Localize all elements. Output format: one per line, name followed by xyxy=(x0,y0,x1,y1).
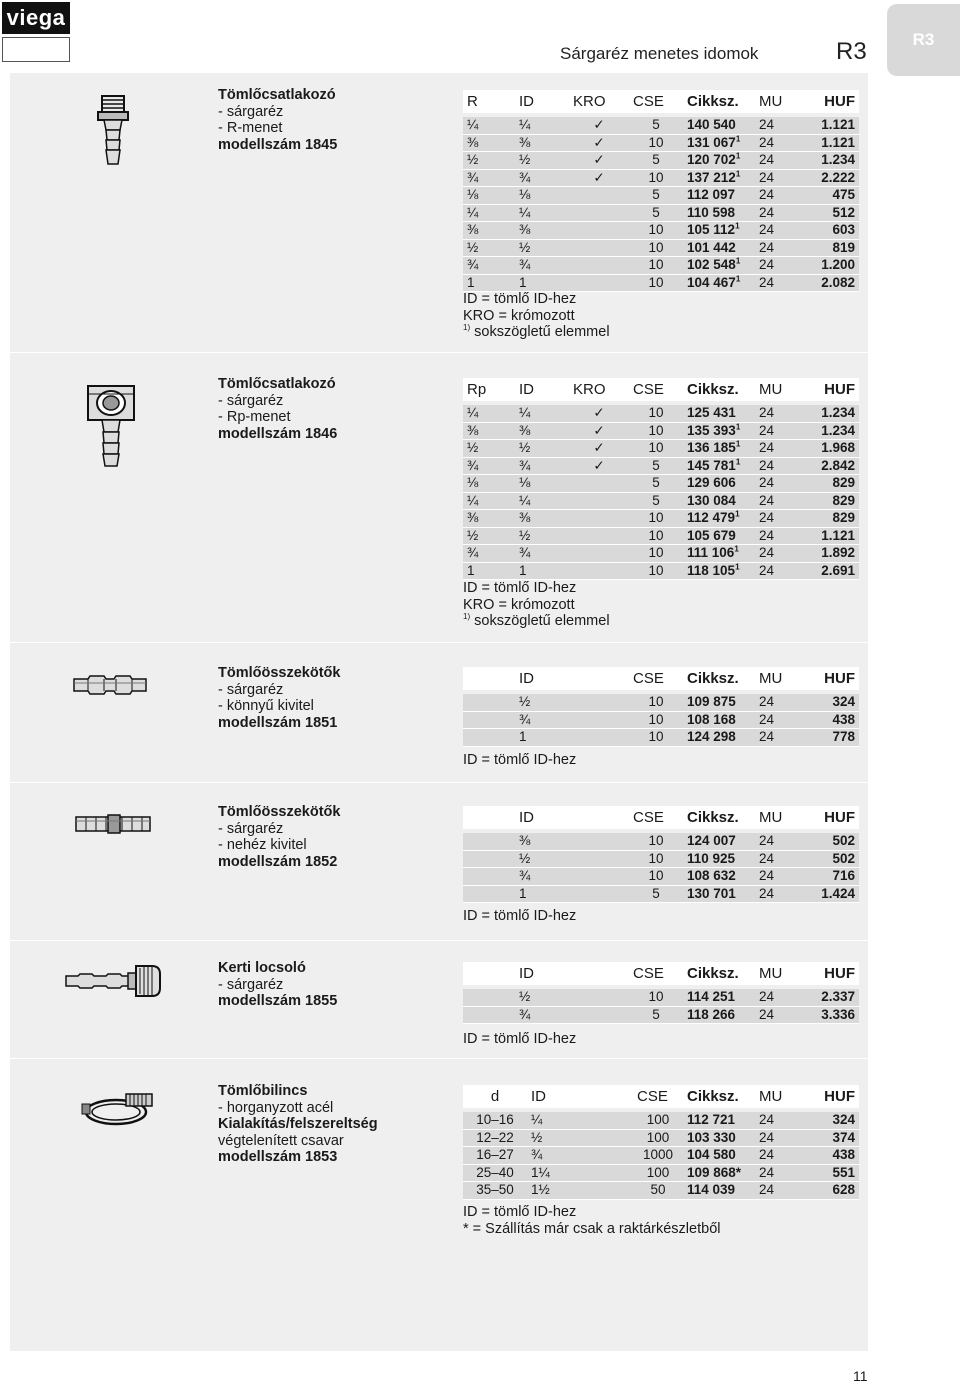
product-description xyxy=(218,960,337,1010)
table-row: 1 5 130 701 24 1.424 xyxy=(463,885,859,903)
product-model: modellszám 1853 xyxy=(218,1149,338,1165)
product-variant: - könnyű kivitel xyxy=(218,698,314,714)
col-header-cikksz: Cikksz. xyxy=(683,378,755,401)
product-name: Tömlőbilincs xyxy=(218,1083,308,1099)
product-table-1855 xyxy=(463,962,859,1024)
table-header-row xyxy=(463,90,859,113)
col-header-cikksz: Cikksz. xyxy=(683,667,755,690)
col-header-mu: MU xyxy=(755,806,803,829)
table-notes: ID = tömlő ID-hez xyxy=(463,908,577,924)
table-row: ⅜ ⅜ 10 112 $479^1$ 24 829 xyxy=(463,510,859,528)
product-table-1853 xyxy=(463,1085,859,1200)
table-header-row xyxy=(463,378,859,401)
product-material: - sárgaréz xyxy=(218,392,284,409)
table-row: ¾ 5 118 266 24 3.336 xyxy=(463,1006,859,1024)
product-description xyxy=(218,1083,378,1166)
product-material: - sárgaréz xyxy=(218,103,284,120)
section-code: R3 xyxy=(836,38,867,65)
col-header-huf: HUF xyxy=(803,378,859,401)
product-material: - sárgaréz xyxy=(218,820,284,837)
product-table-1851 xyxy=(463,667,859,747)
table-row: 10–16 ¼ 100 112 721 24 324 xyxy=(463,1112,859,1129)
table-row: ¼ ¼ ✓ 10 125 431 24 1.234 xyxy=(463,405,859,422)
col-header-cikksz: Cikksz. xyxy=(683,962,755,985)
product-thread: - Rp-menet xyxy=(218,409,291,425)
product-model: modellszám 1851 xyxy=(218,714,338,731)
product-table-1845 xyxy=(463,90,859,292)
col-header-cikksz: Cikksz. xyxy=(683,90,755,113)
product-model: modellszám 1846 xyxy=(218,425,338,442)
product-material: - horganyzott acél xyxy=(218,1099,334,1116)
table-header-row xyxy=(463,806,859,829)
col-header-kro: KRO xyxy=(569,378,629,401)
table-row: 1 1 10 118 $105^1$ 24 2.691 xyxy=(463,562,859,580)
table-notes: ID = tömlő ID-hez xyxy=(463,752,577,768)
col-header-huf: HUF xyxy=(803,806,859,829)
product-design-label: Kialakítás/felszereltség xyxy=(218,1116,378,1132)
product-model: modellszám 1855 xyxy=(218,993,338,1009)
product-material: - sárgaréz xyxy=(218,681,284,698)
col-header-kro: KRO xyxy=(569,90,629,113)
col-header-mu: MU xyxy=(755,667,803,690)
product-name: Tömlőösszekötők xyxy=(218,804,341,820)
table-row: ¾ ¾ ✓ 5 145 $781^1$ 24 2.842 xyxy=(463,457,859,475)
table-row: ¼ ¼ ✓ 5 140 540 24 1.121 xyxy=(463,117,859,134)
section-divider xyxy=(10,940,868,941)
table-row: ⅜ ⅜ ✓ 10 135 $393^1$ 24 1.234 xyxy=(463,422,859,440)
table-row: 1 10 124 298 24 778 xyxy=(463,729,859,747)
col-header-mu: MU xyxy=(755,378,803,401)
garden-sprinkler-illustration xyxy=(64,960,164,1002)
col-header-cse: CSE xyxy=(633,1085,683,1108)
logo-box xyxy=(2,37,70,62)
product-description xyxy=(218,804,340,870)
col-header-id: ID xyxy=(527,1085,633,1108)
col-header-mu: MU xyxy=(755,962,803,985)
col-header-huf: HUF xyxy=(803,962,859,985)
hose-connector-illustration xyxy=(88,92,138,172)
product-name: Kerti locsoló xyxy=(218,960,306,976)
col-header-id: ID xyxy=(515,806,629,829)
table-row: ½ 10 109 875 24 324 xyxy=(463,694,859,711)
col-header-cikksz: Cikksz. xyxy=(683,1085,755,1108)
page-title: Sárgaréz menetes idomok xyxy=(560,44,759,63)
product-material: - sárgaréz xyxy=(218,976,284,993)
product-description xyxy=(218,665,340,731)
col-header-rp: Rp xyxy=(463,378,515,401)
col-header-cse: CSE xyxy=(629,378,683,401)
hose-connector-rp-illustration xyxy=(80,380,142,470)
table-row: ¼ ¼ 5 110 598 24 512 xyxy=(463,204,859,222)
table-notes: ID = tömlő ID-hez xyxy=(463,1031,577,1047)
col-header-r: R xyxy=(463,90,515,113)
col-header-cse: CSE xyxy=(629,667,683,690)
table-header-row xyxy=(463,667,859,690)
section-divider xyxy=(10,782,868,783)
col-header-cse: CSE xyxy=(629,806,683,829)
col-header-huf: HUF xyxy=(803,1085,859,1108)
col-header-cikksz: Cikksz. xyxy=(683,806,755,829)
product-table-1852 xyxy=(463,806,859,903)
table-header-row xyxy=(463,1085,859,1108)
table-notes: ID = tömlő ID-hez KRO = krómozott $^{1)}$ sokszögletű elemmel xyxy=(463,291,610,340)
table-row: ¾ ¾ 10 111 $106^1$ 24 1.892 xyxy=(463,545,859,563)
product-thread: - R-menet xyxy=(218,120,283,136)
table-notes: ID = tömlő ID-hez KRO = krómozott $^{1)}$ sokszögletű elemmel xyxy=(463,580,610,629)
table-row: ½ 10 110 925 24 502 xyxy=(463,850,859,868)
table-row: ½ ½ ✓ 5 120 $702^1$ 24 1.234 xyxy=(463,152,859,170)
section-tab[interactable]: R3 xyxy=(887,4,960,76)
table-row: ¾ ¾ 10 102 $548^1$ 24 1.200 xyxy=(463,257,859,275)
product-description xyxy=(218,87,337,153)
col-header-id: ID xyxy=(515,667,629,690)
table-row: ¼ ¼ 5 130 084 24 829 xyxy=(463,492,859,510)
product-model: modellszám 1845 xyxy=(218,136,338,153)
product-name: Tömlőcsatlakozó xyxy=(218,376,336,392)
table-row: ½ ½ 10 101 442 24 819 xyxy=(463,239,859,257)
table-row: ½ ½ 10 105 679 24 1.121 xyxy=(463,527,859,545)
product-description xyxy=(218,376,337,442)
section-divider xyxy=(10,1058,868,1059)
table-row: ⅜ 10 124 007 24 502 xyxy=(463,833,859,850)
heavy-hose-joiner-illustration xyxy=(74,812,154,836)
table-row: 1 1 10 104 $467^1$ 24 2.082 xyxy=(463,274,859,292)
table-row: 35–50 1½ 50 114 039 24 628 xyxy=(463,1182,859,1200)
col-header-id: ID xyxy=(515,962,629,985)
section-divider xyxy=(10,642,868,643)
table-header-row xyxy=(463,962,859,985)
product-table-1846 xyxy=(463,378,859,580)
product-design: végtelenített csavar xyxy=(218,1132,344,1149)
col-header-huf: HUF xyxy=(803,667,859,690)
col-header-cse: CSE xyxy=(629,962,683,985)
table-row: 25–40 1¼ 100 109 868* 24 551 xyxy=(463,1164,859,1182)
page-number: 11 xyxy=(853,1368,868,1384)
col-header-mu: MU xyxy=(755,1085,803,1108)
table-row: ½ 10 114 251 24 2.337 xyxy=(463,989,859,1006)
table-row: 16–27 ¾ 1000 104 580 24 438 xyxy=(463,1147,859,1165)
table-notes: ID = tömlő ID-hez * = Szállítás már csak a raktárkészletből xyxy=(463,1204,721,1237)
col-header-huf: HUF xyxy=(803,90,859,113)
hose-clamp-illustration xyxy=(78,1090,158,1128)
section-divider xyxy=(10,352,868,353)
col-header-cse: CSE xyxy=(629,90,683,113)
table-row: ¾ ¾ ✓ 10 137 $212^1$ 24 2.222 xyxy=(463,169,859,187)
viega-logo: viega xyxy=(2,2,70,34)
col-header-id: ID xyxy=(515,378,569,401)
col-header-d: d xyxy=(463,1085,527,1108)
table-row: ¾ 10 108 632 24 716 xyxy=(463,868,859,886)
table-row: ⅜ ⅜ 10 105 $112^1$ 24 603 xyxy=(463,222,859,240)
table-row: ⅛ ⅛ 5 129 606 24 829 xyxy=(463,475,859,493)
product-variant: - nehéz kivitel xyxy=(218,837,307,853)
table-row: ¾ 10 108 168 24 438 xyxy=(463,711,859,729)
product-name: Tömlőcsatlakozó xyxy=(218,87,336,103)
table-row: 12–22 ½ 100 103 330 24 374 xyxy=(463,1129,859,1147)
col-header-mu: MU xyxy=(755,90,803,113)
table-row: ⅜ ⅜ ✓ 10 131 $067^1$ 24 1.121 xyxy=(463,134,859,152)
table-row: ⅛ ⅛ 5 112 097 24 475 xyxy=(463,187,859,205)
light-hose-joiner-illustration xyxy=(72,672,148,698)
product-name: Tömlőösszekötők xyxy=(218,665,341,681)
product-model: modellszám 1852 xyxy=(218,853,338,870)
col-header-id: ID xyxy=(515,90,569,113)
table-row: ½ ½ ✓ 10 136 $185^1$ 24 1.968 xyxy=(463,440,859,458)
